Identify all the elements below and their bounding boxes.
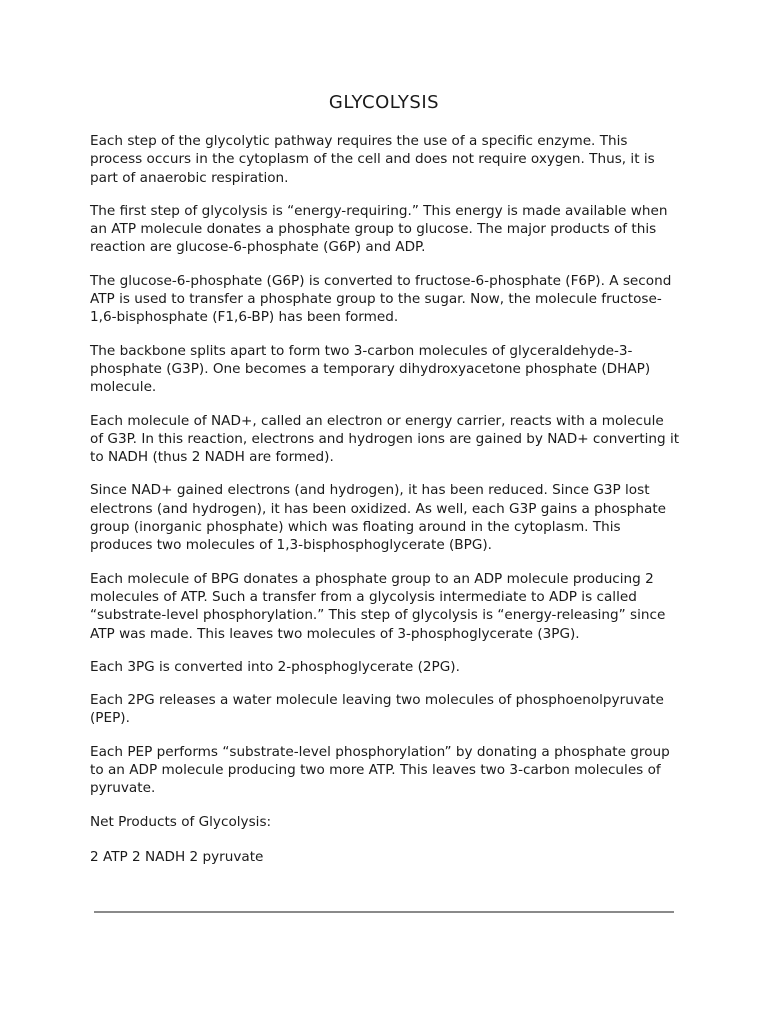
horizontal-divider xyxy=(94,911,674,913)
paragraph-2pg: Each 2PG releases a water molecule leaving two molecules of phosphoenolpyruvate (PEP). xyxy=(90,692,664,727)
net-products-list: 2 ATP 2 NADH 2 pyruvate xyxy=(90,848,264,865)
paragraph-nad-reaction: Each molecule of NAD+, called an electron or energy carrier, reacts with a molecule of G3P. In this reaction, electrons and hydrogen ions are gained by NAD+ converting it to NADH (thus 2 NADH are formed). xyxy=(90,412,680,466)
paragraph-enzyme-overview: Each step of the glycolytic pathway requires the use of a specific enzyme. This process occurs in the cytoplasm of the cell and does not require oxygen. Thus, it is part of anaerobic respiration. xyxy=(90,133,655,186)
paragraph-3pg: Each 3PG is converted into 2-phosphoglycerate (2PG). xyxy=(90,658,460,675)
document-body xyxy=(90,132,680,881)
paragraph-backbone-split: The backbone splits apart to form two 3-carbon molecules of glyceraldehyde-3-phosphate (G3P). One becomes a temporary dihydroxyacetone phosphate (DHAP) molecule. xyxy=(90,342,651,396)
paragraph-step-one: The first step of glycolysis is “energy-requiring.” This energy is made available when an ATP molecule donates a phosphate group to glucose. The major products of this reaction are glucose-6-phosphate (G6P) and ADP. xyxy=(90,202,668,256)
paragraph-bpg-atp: Each molecule of BPG donates a phosphate group to an ADP molecule producing 2 molecules of ATP. Such a transfer from a glycolysis intermediate to ADP is called “substrate-level phosphorylation.” This step of glycolysis is “energy-releasing” since ATP was made. This leaves two molecules of 3-phosphoglycerate (3PG). xyxy=(90,570,666,642)
paragraph-pep: Each PEP performs “substrate-level phosphorylation” by donating a phosphate group to an ADP molecule producing two more ATP. This leaves two 3-carbon molecules of pyruvate. xyxy=(90,743,670,797)
page-title: GLYCOLYSIS xyxy=(328,92,440,113)
paragraph-redox: Since NAD+ gained electrons (and hydrogen), it has been reduced. Since G3P lost electrons (and hydrogen), it has been oxidized. As well, each G3P gains a phosphate group (inorganic phosphate) which was floating around in the cytoplasm. This produces two molecules of 1,3-bisphosphoglycerate (BPG). xyxy=(90,482,667,554)
paragraph-step-two: The glucose-6-phosphate (G6P) is converted to fructose-6-phosphate (F6P). A second ATP is used to transfer a phosphate group to the sugar. Now, the molecule fructose-1,6-bisphosphate (F1,6-BP) has been formed. xyxy=(90,272,672,326)
net-products-heading: Net Products of Glycolysis: xyxy=(90,813,272,830)
